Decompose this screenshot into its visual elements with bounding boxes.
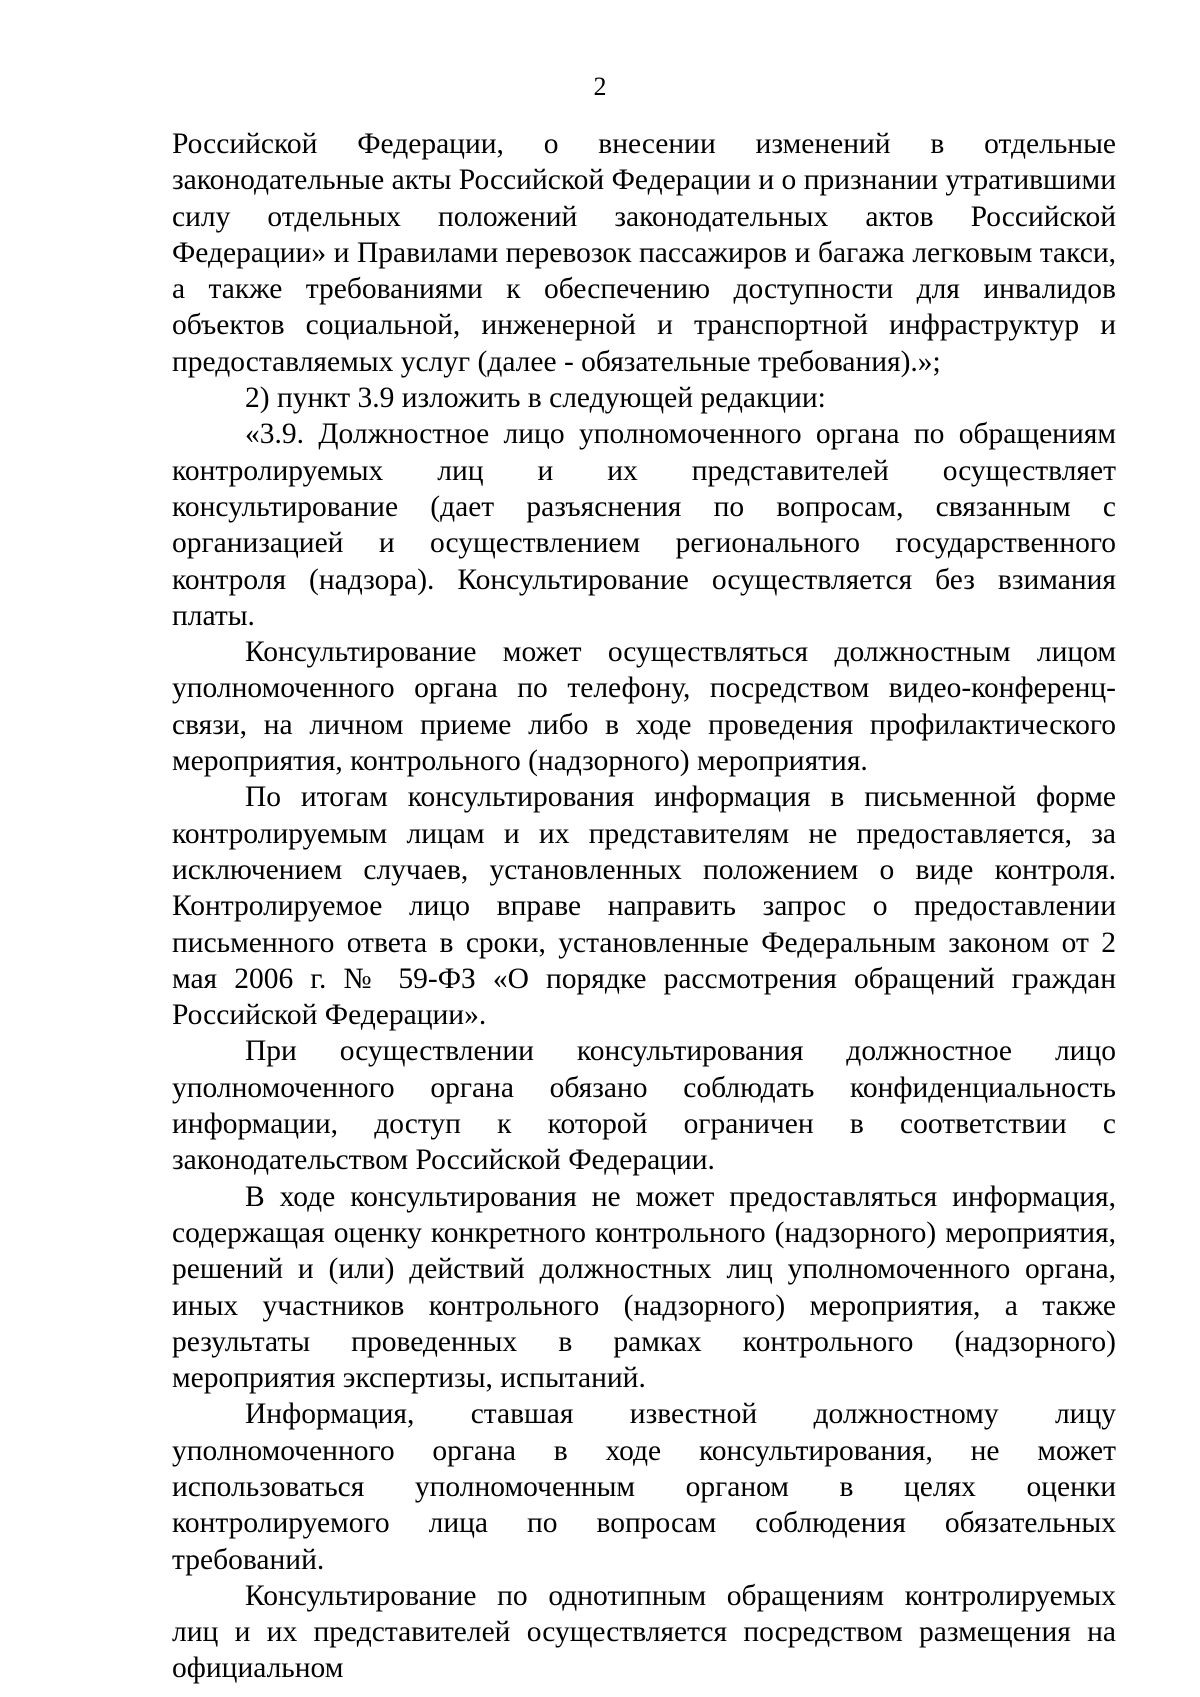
paragraph: Информация, ставшая известной должностному лицу уполномоченного органа в ходе консультирования, не может использоваться уполномоченным органом в целях оценки контролируемого лица по вопросам соблюдения обязательных требований. xyxy=(172,1398,1116,1576)
paragraph-continued: Консультирование по однотипным обращениям контролируемых лиц и их представителей осуществляется посредством размещения на официальном xyxy=(172,1579,1116,1685)
page-number: 2 xyxy=(593,72,607,101)
document-body xyxy=(172,126,1116,1687)
paragraph: При осуществлении консультирования должностное лицо уполномоченного органа обязано соблюдать конфиденциальность информации, доступ к которой ограничен в соответствии с законодательством Российской Федерации. xyxy=(172,1035,1116,1177)
paragraph: По итогам консультирования информация в письменной форме контролируемым лицам и их представителям не предоставляется, за исключением случаев, установленных положением о виде контроля. Контролируемое лицо вправе направить запрос о предоставлении письменного ответа в сроки, установленные Федеральным законом от 2 мая 2006 г. № 59-ФЗ «О порядке рассмотрения обращений граждан Российской Федерации». xyxy=(172,781,1116,1032)
paragraph: В ходе консультирования не может предоставляться информация, содержащая оценку конкретного контрольного (надзорного) мероприятия, решений и (или) действий должностных лиц уполномоченного органа, иных участников контрольного (надзорного) мероприятия, а также результаты проведенных в рамках контрольного (надзорного) мероприятия экспертизы, испытаний. xyxy=(172,1180,1116,1395)
paragraph: Консультирование может осуществляться должностным лицом уполномоченного органа по телефону, посредством видео-конференц-связи, на личном приеме либо в ходе проведения профилактического мероприятия, контрольного (надзорного) мероприятия. xyxy=(172,636,1116,778)
paragraph: Российской Федерации, о внесении изменений в отдельные законодательные акты Российской Федерации и о признании утратившими силу отдельных положений законодательных актов Российской Федерации» и Правилами перевозок пассажиров и багажа легковым такси, а также требованиями к обеспечению доступности для инвалидов объектов социальной, инженерной и транспортной инфраструктур и предоставляемых услуг (далее - обязательные требования).»; xyxy=(172,128,1116,378)
paragraph: 2) пункт 3.9 изложить в следующей редакции: xyxy=(245,382,826,415)
paragraph: «3.9. Должностное лицо уполномоченного органа по обращениям контролируемых лиц и их представителей осуществляет консультирование (дает разъяснения по вопросам, связанным с организацией и осуществлением регионального государственного контроля (надзора). Консультирование осуществляется без взимания платы. xyxy=(172,418,1116,632)
